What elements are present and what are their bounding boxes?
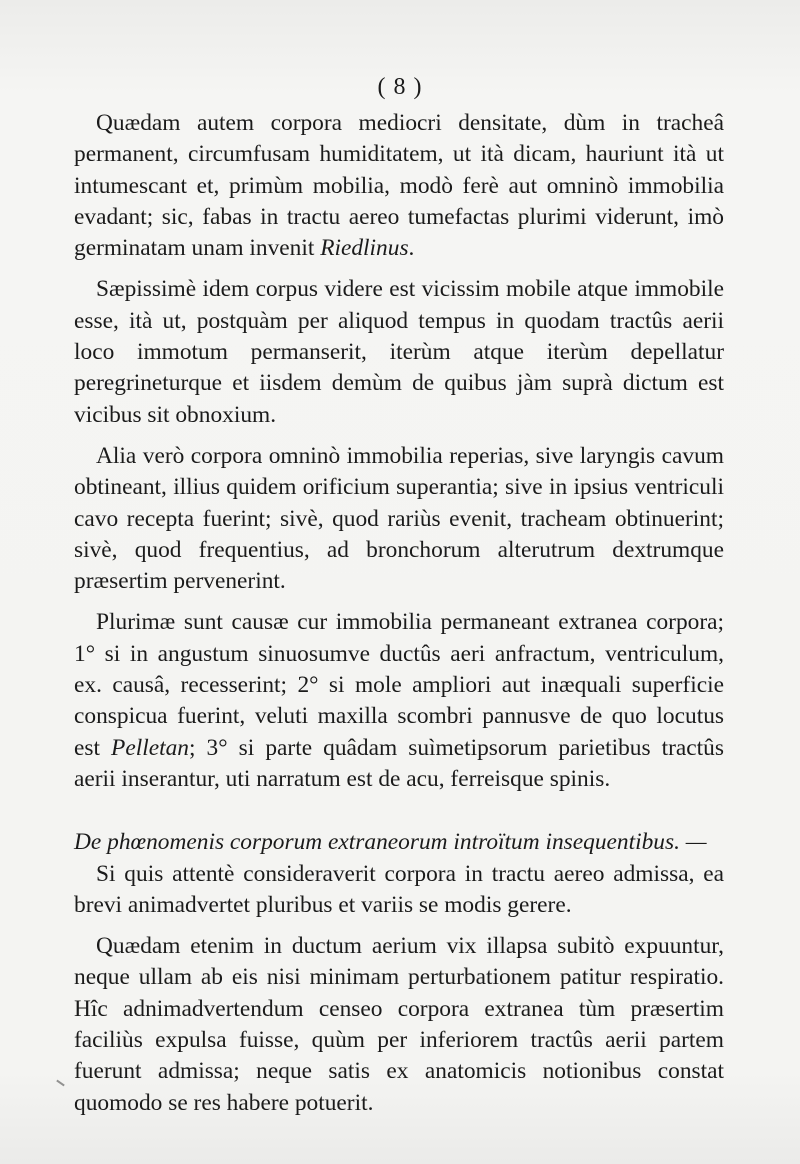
body-text (74, 108, 724, 1129)
page-number: ( 8 ) (377, 74, 423, 100)
stray-ink-mark (56, 1080, 65, 1087)
paragraph-4-text-before: Plurimæ sunt causæ cur immobilia permaneant extranea corpora; 1° si in angustum sinuosumve ductûs aeri anfractum, ventriculum, ex. causâ, recesserint; 2° si mole ampliori aut inæquali superficie conspicua fuerint, veluti maxilla scombri pannusve de quo locutus est (74, 609, 724, 761)
paragraph-1-tail: . (408, 235, 415, 262)
paragraph-2: Sæpissimè idem corpus videre est vicissim mobile atque immobile esse, ità ut, postquàm per aliquod tempus in quodam tractûs aerii loco immotum permanserit, iterùm atque iterùm depellatur peregrineturque et iisdem demùm de quibus jàm suprà dictum est vicibus sit obnoxium. (74, 276, 724, 428)
author-name-pelletan: Pelletan (111, 734, 189, 761)
section-heading-text: De phœnomenis corporum extraneorum introïtum insequentibus. — (74, 829, 707, 856)
paragraph-3: Alia verò corpora omninò immobilia reperias, sive laryngis cavum obtineant, illius quidem orificium superantia; sive in ipsius ventriculi cavo recepta fuerint; sivè, quod rariùs evenit, tracheam obtinuerint; sivè, quod frequentius, ad bronchorum alterutrum dextrumque præsertim pervenerint. (74, 442, 724, 595)
paragraph-5: Si quis attentè consideraverit corpora in tractu aereo admissa, ea brevi animadvertet pluribus et variis se modis gerere. (74, 860, 724, 918)
paragraph-4-text-after: ; 3° si parte quâdam suìmetipsorum parietibus tractûs aerii inserantur, uti narratum est de acu, ferreisque spinis. (74, 734, 724, 792)
paragraph-6: Quædam etenim in ductum aerium vix illapsa subitò expuuntur, neque ullam ab eis nisi minimam perturbationem patitur respiratio. Hîc adnimadvertendum censeo corpora extranea tùm præsertim faciliùs expulsa fuisse, quùm per inferiorem tractûs aerii partem fuerunt admissa; neque satis ex anatomicis notionibus constat quomodo se res habere potuerit. (74, 933, 724, 1116)
section-heading (74, 827, 724, 858)
paragraph-1 (74, 108, 724, 264)
author-name-riedlinus: Riedlinus (320, 235, 409, 262)
paragraph-4 (74, 607, 724, 795)
paragraph-1-text: Quædam autem corpora mediocri densitate, dùm in tracheâ permanent, circumfusam humiditatem, ut ità dicam, hauriunt ità ut intumescant et, primùm mobilia, modò ferè aut omninò immobilia evadant; sic, fabas in tractu aereo tumefactas plurimi viderunt, imò germinatam unam invenit (74, 110, 724, 262)
